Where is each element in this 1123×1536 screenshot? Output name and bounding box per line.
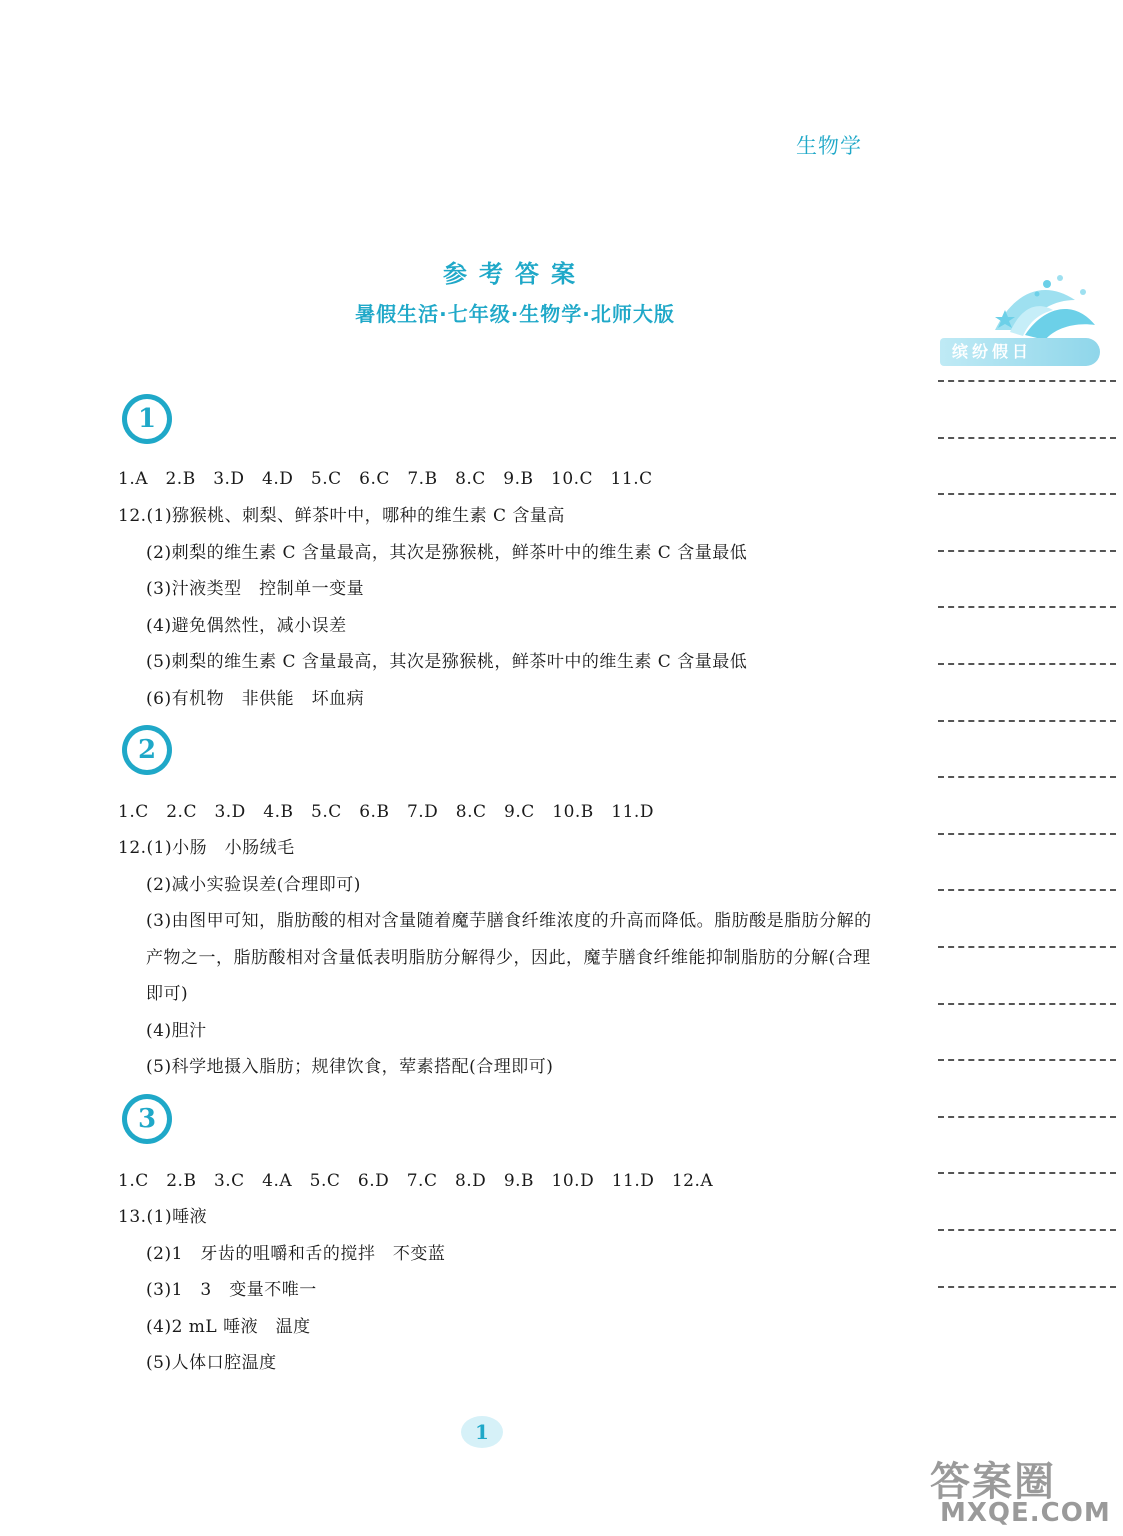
- section-badge: [120, 723, 174, 777]
- section-number: 1: [137, 404, 157, 434]
- section-number: 3: [137, 1104, 157, 1134]
- answer-line: (5)科学地摄入脂肪；规律饮食，荤素搭配(合理即可): [146, 1057, 554, 1077]
- note-line: [938, 493, 1116, 495]
- note-line: [938, 380, 1116, 382]
- answer-line: (3)汁液类型 控制单一变量: [146, 579, 365, 599]
- note-line: [938, 1003, 1116, 1005]
- note-line: [938, 1059, 1116, 1061]
- answer-line: 1.C 2.C 3.D 4.B 5.C 6.B 7.D 8.C 9.C 10.B 11.D: [118, 802, 654, 822]
- answer-line: (4)胆汁: [146, 1021, 207, 1041]
- answer-line: 12.(1)猕猴桃、刺梨、鲜茶叶中，哪种的维生素 C 含量高: [118, 506, 565, 526]
- answer-line: (3)1 3 变量不唯一: [146, 1280, 317, 1300]
- answer-line: (2)1 牙齿的咀嚼和舌的搅拌 不变蓝: [146, 1244, 446, 1264]
- note-line: [938, 1172, 1116, 1174]
- section-number: 2: [137, 735, 157, 765]
- note-line: [938, 437, 1116, 439]
- page-subtitle: 暑假生活·七年级·生物学·北师大版: [355, 302, 675, 326]
- watermark-url: MXQE.COM: [940, 1498, 1111, 1528]
- answer-line: (2)减小实验误差(合理即可): [146, 875, 361, 895]
- note-line: [938, 550, 1116, 552]
- answer-line: 即可): [146, 984, 189, 1004]
- note-line: [938, 1229, 1116, 1231]
- answer-line: 1.C 2.B 3.C 4.A 5.C 6.D 7.C 8.D 9.B 10.D 11.D 12.A: [118, 1171, 714, 1191]
- note-line: [938, 946, 1116, 948]
- subject-header: 生物学: [796, 134, 862, 158]
- answer-line: (3)由图甲可知，脂肪酸的相对含量随着魔芋膳食纤维浓度的升高而降低。脂肪酸是脂肪分解的: [146, 911, 872, 931]
- answer-line: 13.(1)唾液: [118, 1207, 208, 1227]
- note-line: [938, 889, 1116, 891]
- answer-line: (4)2 mL 唾液 温度: [146, 1317, 311, 1337]
- note-line: [938, 1286, 1116, 1288]
- note-line: [938, 833, 1116, 835]
- section-badge: [120, 1092, 174, 1146]
- answer-line: (6)有机物 非供能 坏血病: [146, 689, 365, 709]
- note-line: [938, 1116, 1116, 1118]
- note-lines: [938, 380, 1118, 1342]
- answer-line: 12.(1)小肠 小肠绒毛: [118, 838, 295, 858]
- watermark-logo: [930, 1450, 1120, 1530]
- note-line: [938, 663, 1116, 665]
- answer-line: (4)避免偶然性，减小误差: [146, 616, 347, 636]
- answer-line: 产物之一，脂肪酸相对含量低表明脂肪分解得少，因此，魔芋膳食纤维能抑制脂肪的分解(合理: [146, 948, 871, 968]
- answer-line: (5)刺梨的维生素 C 含量最高，其次是猕猴桃，鲜茶叶中的维生素 C 含量最低: [146, 652, 748, 672]
- page-title: 参考答案: [443, 259, 587, 288]
- answer-line: (5)人体口腔温度: [146, 1353, 277, 1373]
- note-line: [938, 776, 1116, 778]
- note-line: [938, 720, 1116, 722]
- section-badge: [120, 392, 174, 446]
- answer-line: (2)刺梨的维生素 C 含量最高，其次是猕猴桃，鲜茶叶中的维生素 C 含量最低: [146, 543, 748, 563]
- note-line: [938, 606, 1116, 608]
- answer-line: 1.A 2.B 3.D 4.D 5.C 6.C 7.B 8.C 9.B 10.C 11.C: [118, 469, 653, 489]
- watermark-title: 答案圈: [930, 1459, 1056, 1505]
- page-number: 1: [460, 1414, 504, 1450]
- deco-label: 缤纷假日: [940, 338, 1100, 366]
